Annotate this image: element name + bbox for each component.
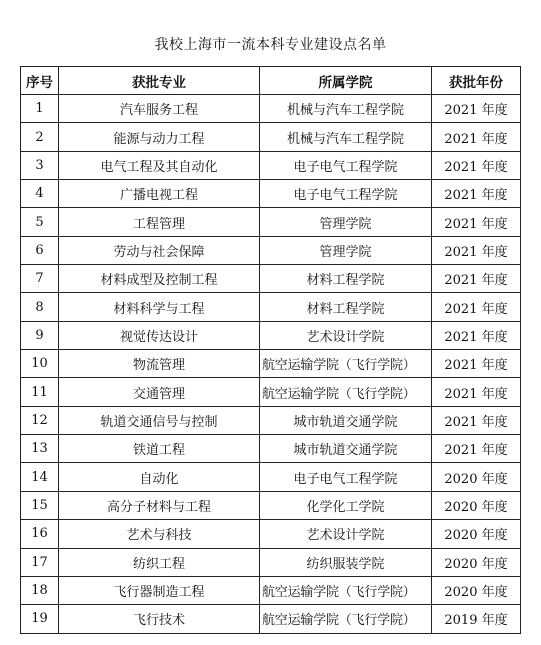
table-row — [21, 95, 521, 123]
table-row — [21, 548, 521, 576]
table-row — [21, 378, 521, 406]
year-cell: 2019 年度 — [432, 605, 521, 633]
page-title: 我校上海市一流本科专业建设点名单 — [154, 37, 387, 53]
row-number-cell: 4 — [21, 180, 59, 208]
major-cell: 高分子材料与工程 — [59, 491, 260, 519]
year-cell: 2021 年度 — [432, 378, 521, 406]
majors-table — [20, 66, 521, 634]
college-cell: 航空运输学院（飞行学院） — [260, 378, 432, 406]
row-number-cell: 6 — [21, 236, 59, 264]
row-number-cell: 17 — [21, 548, 59, 576]
major-cell: 材料科学与工程 — [59, 293, 260, 321]
year-cell: 2021 年度 — [432, 321, 521, 349]
college-cell: 纺织服装学院 — [260, 548, 432, 576]
major-cell: 飞行技术 — [59, 605, 260, 633]
table-row — [21, 491, 521, 519]
college-cell: 材料工程学院 — [260, 293, 432, 321]
table-row — [21, 321, 521, 349]
header-year: 获批年份 — [432, 67, 521, 95]
major-cell: 材料成型及控制工程 — [59, 265, 260, 293]
year-cell: 2020 年度 — [432, 520, 521, 548]
table-row — [21, 520, 521, 548]
college-cell: 航空运输学院（飞行学院） — [260, 350, 432, 378]
year-cell: 2020 年度 — [432, 548, 521, 576]
major-cell: 工程管理 — [59, 208, 260, 236]
year-cell: 2021 年度 — [432, 236, 521, 264]
table-row — [21, 123, 521, 151]
college-cell: 城市轨道交通学院 — [260, 406, 432, 434]
college-cell: 化学化工学院 — [260, 491, 432, 519]
college-cell: 城市轨道交通学院 — [260, 435, 432, 463]
table-row — [21, 605, 521, 633]
table-body — [21, 95, 521, 634]
row-number-cell: 11 — [21, 378, 59, 406]
row-number-cell: 7 — [21, 265, 59, 293]
table-row — [21, 463, 521, 491]
college-cell: 电子电气工程学院 — [260, 180, 432, 208]
row-number-cell: 15 — [21, 491, 59, 519]
year-cell: 2021 年度 — [432, 208, 521, 236]
major-cell: 广播电视工程 — [59, 180, 260, 208]
row-number-cell: 10 — [21, 350, 59, 378]
college-cell: 管理学院 — [260, 208, 432, 236]
college-cell: 机械与汽车工程学院 — [260, 95, 432, 123]
row-number-cell: 13 — [21, 435, 59, 463]
table-row — [21, 236, 521, 264]
major-cell: 视觉传达设计 — [59, 321, 260, 349]
major-cell: 飞行器制造工程 — [59, 576, 260, 604]
year-cell: 2021 年度 — [432, 123, 521, 151]
year-cell: 2021 年度 — [432, 406, 521, 434]
year-cell: 2021 年度 — [432, 350, 521, 378]
header-no: 序号 — [21, 67, 59, 95]
table-header-row — [21, 67, 521, 95]
year-cell: 2020 年度 — [432, 491, 521, 519]
row-number-cell: 18 — [21, 576, 59, 604]
table-row — [21, 350, 521, 378]
college-cell: 管理学院 — [260, 236, 432, 264]
year-cell: 2021 年度 — [432, 265, 521, 293]
table-row — [21, 406, 521, 434]
row-number-cell: 2 — [21, 123, 59, 151]
header-college: 所属学院 — [260, 67, 432, 95]
major-cell: 纺织工程 — [59, 548, 260, 576]
row-number-cell: 19 — [21, 605, 59, 633]
college-cell: 电子电气工程学院 — [260, 463, 432, 491]
college-cell: 机械与汽车工程学院 — [260, 123, 432, 151]
major-cell: 劳动与社会保障 — [59, 236, 260, 264]
year-cell: 2021 年度 — [432, 435, 521, 463]
table-row — [21, 293, 521, 321]
college-cell: 电子电气工程学院 — [260, 151, 432, 179]
year-cell: 2021 年度 — [432, 95, 521, 123]
row-number-cell: 5 — [21, 208, 59, 236]
row-number-cell: 14 — [21, 463, 59, 491]
table-row — [21, 265, 521, 293]
table-row — [21, 151, 521, 179]
row-number-cell: 3 — [21, 151, 59, 179]
header-major: 获批专业 — [59, 67, 260, 95]
major-cell: 物流管理 — [59, 350, 260, 378]
major-cell: 电气工程及其自动化 — [59, 151, 260, 179]
major-cell: 铁道工程 — [59, 435, 260, 463]
row-number-cell: 1 — [21, 95, 59, 123]
year-cell: 2021 年度 — [432, 151, 521, 179]
college-cell: 航空运输学院（飞行学院） — [260, 605, 432, 633]
table-row — [21, 576, 521, 604]
year-cell: 2020 年度 — [432, 463, 521, 491]
major-cell: 自动化 — [59, 463, 260, 491]
college-cell: 航空运输学院（飞行学院） — [260, 576, 432, 604]
row-number-cell: 12 — [21, 406, 59, 434]
year-cell: 2021 年度 — [432, 293, 521, 321]
year-cell: 2021 年度 — [432, 180, 521, 208]
row-number-cell: 16 — [21, 520, 59, 548]
major-cell: 轨道交通信号与控制 — [59, 406, 260, 434]
major-cell: 汽车服务工程 — [59, 95, 260, 123]
row-number-cell: 9 — [21, 321, 59, 349]
table-row — [21, 208, 521, 236]
college-cell: 艺术设计学院 — [260, 321, 432, 349]
college-cell: 艺术设计学院 — [260, 520, 432, 548]
major-cell: 能源与动力工程 — [59, 123, 260, 151]
college-cell: 材料工程学院 — [260, 265, 432, 293]
table-row — [21, 180, 521, 208]
major-cell: 交通管理 — [59, 378, 260, 406]
major-cell: 艺术与科技 — [59, 520, 260, 548]
row-number-cell: 8 — [21, 293, 59, 321]
year-cell: 2020 年度 — [432, 576, 521, 604]
table-row — [21, 435, 521, 463]
